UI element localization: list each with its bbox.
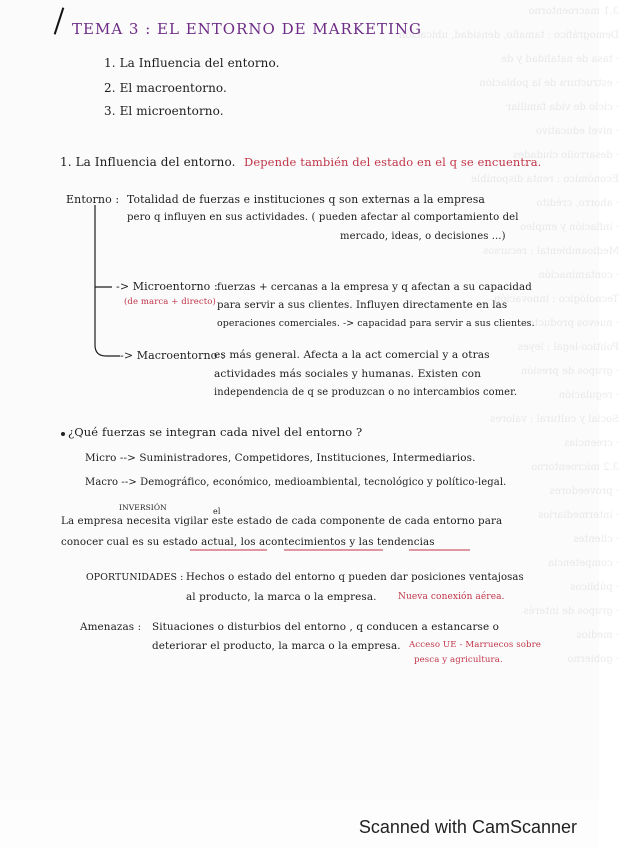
amenazas-example-1: Acceso UE - Marruecos sobre <box>409 640 541 650</box>
oportunidades-line-1: Hechos o estado del entorno q pueden dar posiciones ventajosas <box>186 572 524 583</box>
index-item-1: 1. La Influencia del entorno. <box>104 56 280 70</box>
microentorno-note: (de marca + directo) <box>124 297 216 307</box>
macro-forces-row: Macro --> Demográfico, económico, medioambiental, tecnológico y político-legal. <box>85 477 507 488</box>
index-item-2: 2. El macroentorno. <box>104 81 227 95</box>
question-text: ¿Qué fuerzas se integran cada nivel del entorno ? <box>68 425 363 439</box>
amenazas-example-2: pesca y agricultura. <box>414 655 503 665</box>
section-1-heading: 1. La Influencia del entorno. <box>60 155 236 169</box>
section-1-note: Depende también del estado en el q se encuentra. <box>244 155 542 169</box>
entorno-def-line-3: mercado, ideas, o decisiones ...) <box>340 231 506 242</box>
entorno-def-line-2: pero q influyen en sus actividades. ( pueden afectar al comportamiento del <box>127 212 519 223</box>
insert-word-1: INVERSIÓN <box>119 503 167 512</box>
vigilar-line-2: conocer cual es su estado actual, los acontecimientos y las tendencias <box>61 536 435 548</box>
insert-word-2: el <box>213 507 221 516</box>
bleed-through-text: 3.1 macroentorno Demográfico : tamaño, densidad, ubicación · tasa de natalidad y de · estructura de la población · ciclo de vida familiar · nivel educativo · desarrollo ciudades Económico : renta disponible · ahorro, crédito · inflación y empleo Medioambiental : recursos · contaminación Tecnológico : innovación · nuevos productos Político-legal : leyes · grupos de presión · regulación Social y cultural : valores · creencias 3.2 microentorno · proveedores · intermediarios · clientes · competencia · públicos · grupos de interés · medios · gobierno <box>399 6 619 665</box>
oportunidades-label: OPORTUNIDADES : <box>86 572 184 583</box>
page-title: TEMA 3 : EL ENTORNO DE MARKETING <box>72 20 423 38</box>
amenazas-line-2: deteriorar el producto, la marca o la empresa. <box>152 640 401 652</box>
entorno-label: Entorno : <box>66 193 120 206</box>
amenazas-line-1: Situaciones o disturbios del entorno , q conducen a estancarse o <box>152 621 499 633</box>
vigilar-line-1: La empresa necesita vigilar este estado de cada componente de cada entorno para <box>61 515 503 527</box>
index-item-3: 3. El microentorno. <box>104 104 224 118</box>
macroentorno-line-3: independencia de q se produzcan o no intercambios comer. <box>214 387 518 398</box>
macroentorno-line-1: es más general. Afecta a la act comercial y a otras <box>214 349 490 361</box>
entorno-def-line-1: Totalidad de fuerzas e instituciones q son externas a la empresa <box>127 193 485 206</box>
camscanner-watermark: Scanned with CamScanner <box>358 817 577 837</box>
macroentorno-line-2: actividades más sociales y humanas. Existen con <box>214 368 482 380</box>
oportunidades-line-2: al producto, la marca o la empresa. <box>186 591 377 603</box>
microentorno-line-2: para servir a sus clientes. Influyen directamente en las <box>217 300 508 311</box>
macroentorno-label: -> Macroentorno : <box>120 349 225 362</box>
amenazas-label: Amenazas : <box>80 621 142 633</box>
microentorno-label: -> Microentorno : <box>116 280 218 293</box>
microentorno-line-3: operaciones comerciales. -> capacidad para servir a sus clientes. <box>217 318 535 329</box>
oportunidades-example: Nueva conexión aérea. <box>398 592 505 602</box>
microentorno-line-1: fuerzas + cercanas a la empresa y q afectan a su capacidad <box>217 282 532 293</box>
micro-forces-row: Micro --> Suministradores, Competidores, Instituciones, Intermediarios. <box>85 452 476 464</box>
